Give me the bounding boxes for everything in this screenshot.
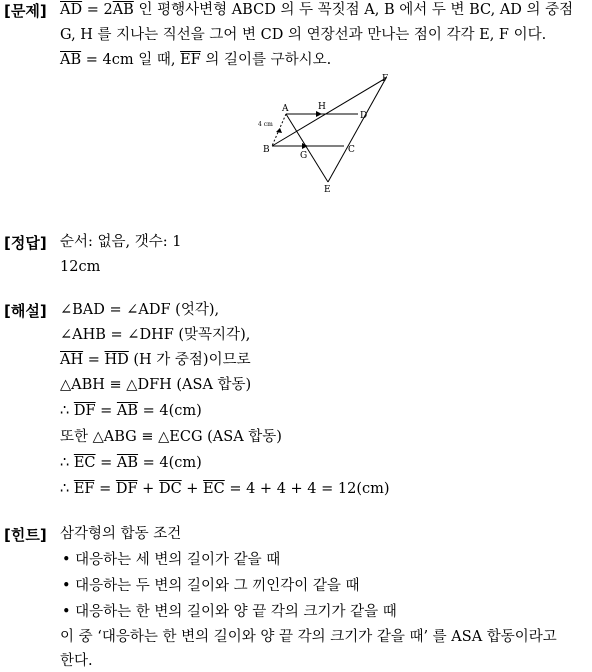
problem-line-2: G, H 를 지나는 직선을 그어 변 CD 의 연장선과 만나는 점이 각각 E, F 이다. [60, 27, 547, 43]
segment-ab: $\overline{AB}$ [116, 403, 139, 419]
segment-ah: $\overline{AH}$ [60, 352, 84, 368]
label-e: E [324, 185, 331, 195]
segment-ec: $\overline{EC}$ [73, 455, 96, 471]
equation-text: + [181, 481, 204, 497]
segment-df: $\overline{DF}$ [73, 403, 96, 419]
explanation-line-7 [60, 453, 586, 473]
label-b: B [263, 145, 270, 155]
segment-ad: $\overline{AD}$ [60, 2, 83, 18]
explanation-line-8 [60, 479, 586, 499]
problem-text: 의 길이를 구하시오. [200, 52, 332, 68]
hint-title: 삼각형의 합동 조건 [60, 526, 182, 542]
hint-conclusion-line-2: 한다. [60, 653, 93, 669]
explanation-line-1: ∠BAD = ∠ADF (엇각), [60, 302, 220, 318]
equation-text: = [94, 481, 116, 497]
hint-bullet-1: • 대응하는 세 변의 길이가 같을 때 [62, 552, 281, 568]
line-ae [286, 114, 328, 182]
answer-meta: 순서: 없음, 갯수: 1 [60, 234, 182, 250]
label-d: D [360, 111, 368, 121]
therefore-symbol: ∴ [60, 481, 74, 497]
hint-bullet-2: • 대응하는 두 변의 길이와 그 끼인각이 같을 때 [62, 578, 360, 594]
segment-dc: $\overline{DC}$ [158, 481, 182, 497]
segment-ab: $\overline{AB}$ [116, 455, 139, 471]
segment-ec: $\overline{EC}$ [203, 481, 225, 497]
equation-text: = 2 [82, 2, 113, 18]
segment-ef: $\overline{EF}$ [73, 481, 95, 497]
explanation-line-4: △ABH ≡ △DFH (ASA 합동) [60, 377, 252, 393]
explanation-line-6: 또한 △ABG ≡ △ECG (ASA 합동) [60, 429, 282, 445]
problem-text: = 4cm 일 때, [81, 52, 181, 68]
answer-value: 12cm [60, 259, 101, 275]
hint-conclusion-line-1: 이 중 ‘대응하는 한 변의 길이와 양 끝 각의 크기가 같을 때’ 를 ASA 합동이라고 [60, 629, 557, 645]
equation-text: = [95, 455, 117, 471]
problem-line-3 [60, 50, 586, 70]
segment-ef: $\overline{EF}$ [180, 52, 201, 68]
explanation-line-5 [60, 401, 586, 421]
segment-df: $\overline{DF}$ [115, 481, 138, 497]
equation-text: = 4(cm) [138, 403, 202, 419]
therefore-symbol: ∴ [60, 403, 74, 419]
label-g: G [300, 151, 308, 161]
arrow-icon [276, 128, 282, 133]
problem-label: [문제] [4, 2, 47, 20]
equation-text: = [95, 403, 117, 419]
segment-ab: $\overline{AB}$ [112, 2, 134, 18]
problem-text: 인 평행사변형 ABCD 의 두 꼭짓점 A, B 에서 두 변 BC, AD 의 중점 [133, 2, 574, 18]
equation-text: = 4(cm) [138, 455, 202, 471]
hint-label: [힌트] [4, 526, 47, 544]
equation-text: = [83, 352, 105, 368]
equation-text: + [137, 481, 159, 497]
explanation-label: [해설] [4, 302, 47, 320]
segment-ab: $\overline{AB}$ [60, 52, 82, 68]
therefore-symbol: ∴ [60, 455, 74, 471]
label-h: H [318, 102, 326, 112]
geometry-figure [256, 72, 396, 196]
explanation-line-2: ∠AHB = ∠DHF (맞꼭지각), [60, 327, 251, 343]
label-f: F [382, 74, 389, 84]
hint-bullet-3: • 대응하는 한 변의 길이와 양 끝 각의 크기가 같을 때 [62, 604, 397, 620]
line-ef [328, 78, 386, 182]
label-c: C [348, 145, 355, 155]
side-length-label: 4 cm [258, 121, 273, 128]
problem-line-1 [60, 0, 586, 20]
answer-label: [정답] [4, 234, 47, 252]
label-a: A [282, 104, 289, 114]
explanation-text: (H 가 중점)이므로 [128, 352, 251, 368]
line-bf [272, 78, 386, 146]
segment-hd: $\overline{HD}$ [104, 352, 129, 368]
equation-text: = 4 + 4 + 4 = 12(cm) [224, 481, 390, 497]
explanation-line-3 [60, 350, 586, 370]
